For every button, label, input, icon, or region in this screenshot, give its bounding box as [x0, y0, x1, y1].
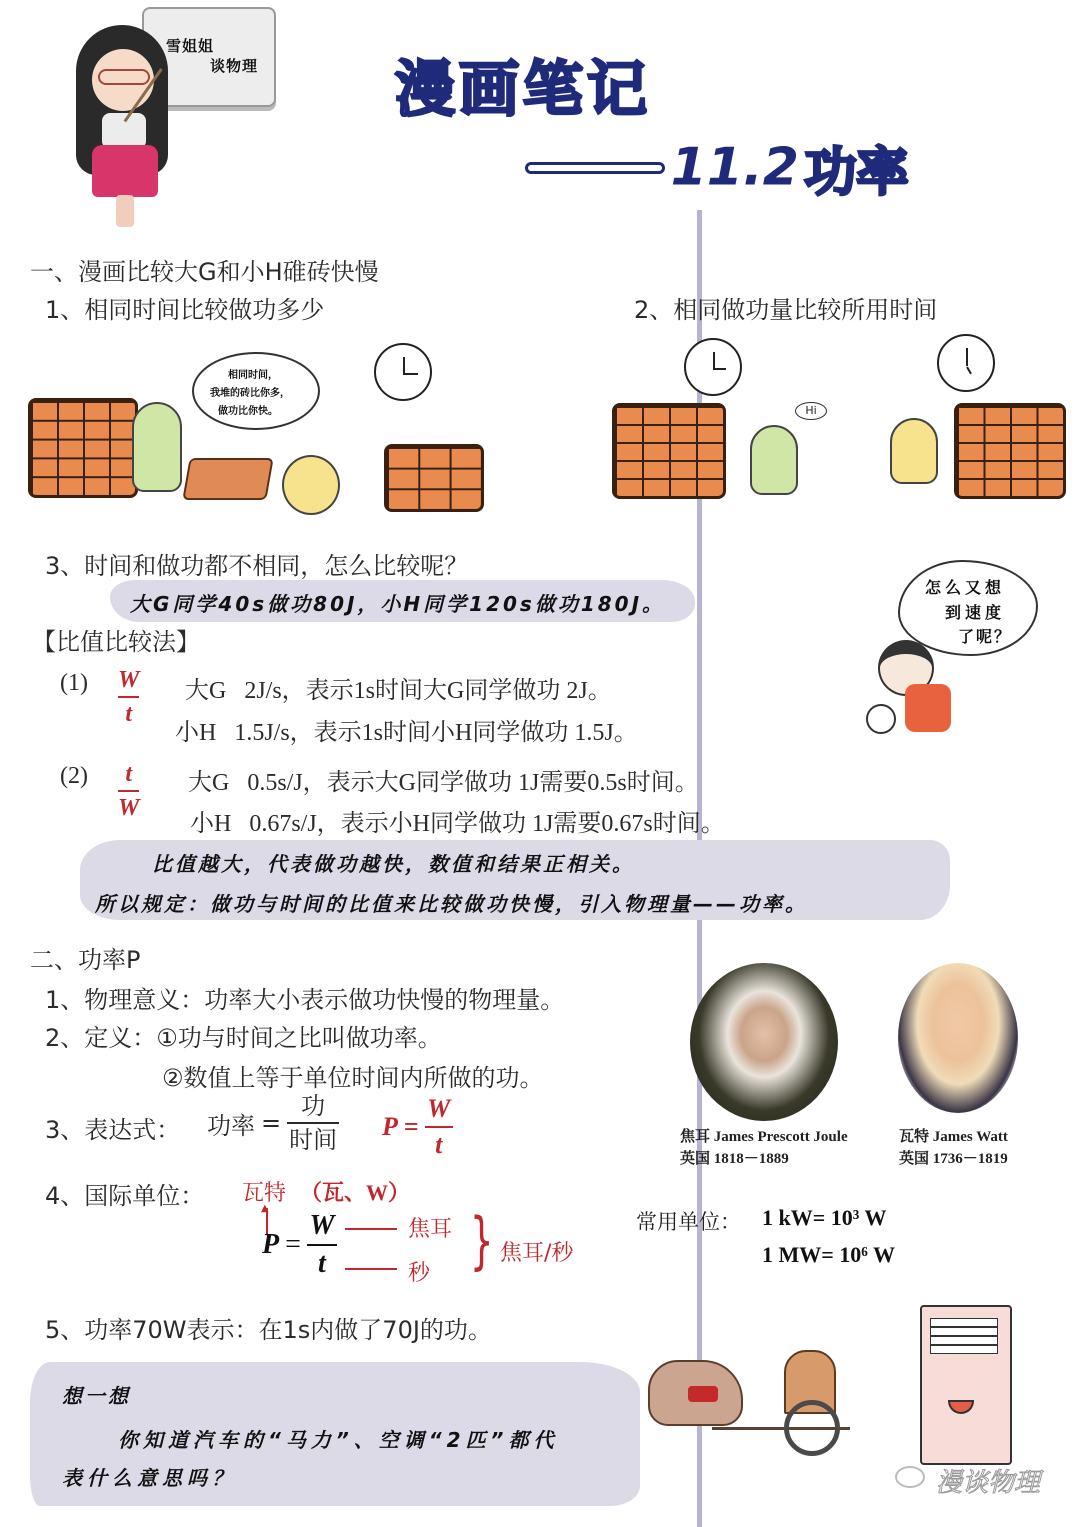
brick-stack-small [384, 444, 484, 512]
ratio2-index: (2) [60, 763, 88, 789]
soccer-ball [866, 704, 896, 734]
speech-line3: 做功比你快。 [218, 406, 278, 417]
fraction-denominator: 时间 [289, 1126, 338, 1154]
clock-icon [684, 338, 742, 396]
fraction-numerator: 功 [301, 1092, 326, 1120]
speech-line1: 相同时间， [228, 370, 278, 381]
green-character [132, 402, 182, 492]
hi-bubble-text: Hi [805, 404, 817, 417]
fraction-numerator: W [118, 667, 140, 693]
board-text-line2: 谈物理 [210, 57, 259, 75]
title-dash [525, 162, 665, 174]
conclusion2: 所以规定：做功与时间的比值来比较做功快慢，引入物理量——功率。 [95, 892, 808, 916]
unit-fraction [307, 1212, 337, 1278]
arrow-right-icon [345, 1268, 397, 1270]
arrow-right-icon [345, 1228, 397, 1230]
fraction-denominator: t [435, 1130, 443, 1159]
word-formula: 功率 = $\frac{\text{功}}{\text{时间}}$ [207, 1092, 338, 1154]
clock-icon [937, 334, 995, 392]
unit-formula-lhs: P [262, 1228, 280, 1260]
chapter-number: 11.2 [670, 137, 799, 198]
ratio2-fraction [118, 762, 139, 820]
symbol-formula-lhs: P [382, 1112, 398, 1141]
watt-portrait [898, 963, 1018, 1113]
joule-portrait [690, 963, 838, 1121]
word-formula-lhs: 功率 [207, 1111, 255, 1140]
cart-wheel [784, 1400, 840, 1456]
wechat-icon [895, 1466, 925, 1488]
joule-caption-name: 焦耳 James Prescott Joule [680, 1129, 848, 1145]
clock-icon [374, 343, 432, 401]
joule-caption-dates: 英国 1818－1889 [680, 1151, 789, 1167]
ratio1-index: (1) [60, 670, 88, 696]
think-title: 想一想 [62, 1384, 131, 1408]
board-text-line1: 雪姐姐 [166, 37, 215, 55]
section1-sub3: 3、时间和做功都不相同，怎么比较呢？ [45, 552, 469, 580]
teacher-mascot-illustration [70, 5, 290, 235]
section2-item5: 5、功率70W表示：在1s内做了70J的功。 [45, 1316, 492, 1344]
fraction-numerator: W [427, 1094, 451, 1123]
chapter-name: 功率 [804, 143, 909, 203]
mascot-legs [116, 195, 134, 227]
fraction-numerator: W [309, 1210, 335, 1241]
section1-sub2: 2、相同做功量比较所用时间 [634, 296, 938, 324]
section2-item2a: 2、定义：①功与时间之比叫做功率。 [45, 1024, 442, 1052]
brick-stack [612, 403, 726, 499]
fraction-numerator: t [125, 761, 132, 787]
fraction-denominator: W [118, 795, 140, 821]
page-subtitle [525, 130, 908, 205]
given-text: 大G同学40s做功80J，小H同学120s做功180J。 [130, 592, 666, 616]
horse-saddle [688, 1386, 718, 1402]
ratio1-line1: 大G 2J/s，表示1s时间大G同学做功 2J。 [185, 678, 612, 704]
brick-stack-large [28, 398, 138, 498]
unit-joule-per-second: 焦耳/秒 [500, 1241, 574, 1266]
scattered-bricks [182, 458, 273, 500]
hi-bubble [795, 402, 827, 420]
section1-heading: 一、漫画比较大G和小H碓砖快慢 [30, 258, 379, 286]
ratio2-line1: 大G 0.5s/J，表示大G同学做功 1J需要0.5s时间。 [188, 770, 699, 796]
common-unit-kw: 1 kW= 10³ W [762, 1205, 887, 1230]
ac-vents [930, 1318, 998, 1354]
thought-line1: 怎么又想 [925, 578, 1006, 597]
symbol-fraction [425, 1096, 453, 1158]
fraction-denominator: t [125, 701, 132, 727]
common-unit-mw: 1 MW= 10⁶ W [762, 1242, 895, 1267]
fraction-denominator: t [318, 1247, 326, 1279]
ratio2-line2: 小H 0.67s/J，表示小H同学做功 1J需要0.67s时间。 [190, 811, 725, 837]
unit-joule: 焦耳 [408, 1217, 453, 1242]
section2-item3-label: 3、表达式： [45, 1116, 181, 1144]
word-fraction [287, 1094, 339, 1152]
thought-line3: 了呢？ [958, 627, 1013, 646]
mascot-skirt [92, 145, 158, 197]
section2-heading: 二、功率P [30, 946, 141, 974]
mascot-glasses [98, 69, 150, 85]
curly-brace-icon: } [469, 1204, 494, 1277]
section2-item1: 1、物理意义：功率大小表示做功快慢的物理量。 [45, 986, 565, 1014]
common-units-label: 常用单位： [636, 1210, 741, 1234]
method-title: 【比值比较法】 [32, 628, 200, 656]
page-title: 漫画笔记 [395, 55, 651, 125]
ratio1-fraction [118, 668, 139, 726]
symbol-formula: P = $\frac{W}{t}$ [382, 1096, 453, 1158]
unit-second: 秒 [408, 1261, 431, 1286]
section2-item4-label: 4、国际单位： [45, 1182, 205, 1210]
unit-watt-abbr: （瓦、W） [300, 1180, 411, 1205]
kid-shirt [905, 684, 951, 732]
unit-watt: 瓦特 [242, 1181, 287, 1206]
conclusion1: 比值越大，代表做功越快，数值和结果正相关。 [152, 852, 635, 876]
watermark: 漫谈物理 [936, 1468, 1041, 1498]
watt-caption-name: 瓦特 James Watt [899, 1129, 1008, 1145]
unit-formula: P = $\frac{W}{t}$ [262, 1212, 337, 1278]
thought-line2: 到速度 [945, 603, 1006, 622]
ratio1-line2: 小H 1.5J/s，表示1s时间小H同学做功 1.5J。 [175, 720, 638, 746]
watt-caption-dates: 英国 1736－1819 [899, 1151, 1008, 1167]
yellow-character-running [890, 418, 938, 484]
arrow-up-head: ▲ [261, 1203, 269, 1214]
section1-sub1: 1、相同时间比较做功多少 [45, 296, 325, 324]
yellow-character-crying [282, 455, 340, 515]
green-character-waving [750, 425, 798, 495]
section2-item2b: ②数值上等于单位时间内所做的功。 [162, 1064, 544, 1092]
think-line1: 你知道汽车的“马力”、空调“2匹”都代 [118, 1428, 559, 1452]
brick-stack [954, 403, 1066, 499]
think-line2: 表什么意思吗？ [62, 1466, 237, 1490]
speech-line2: 我堆的砖比你多， [210, 388, 290, 399]
